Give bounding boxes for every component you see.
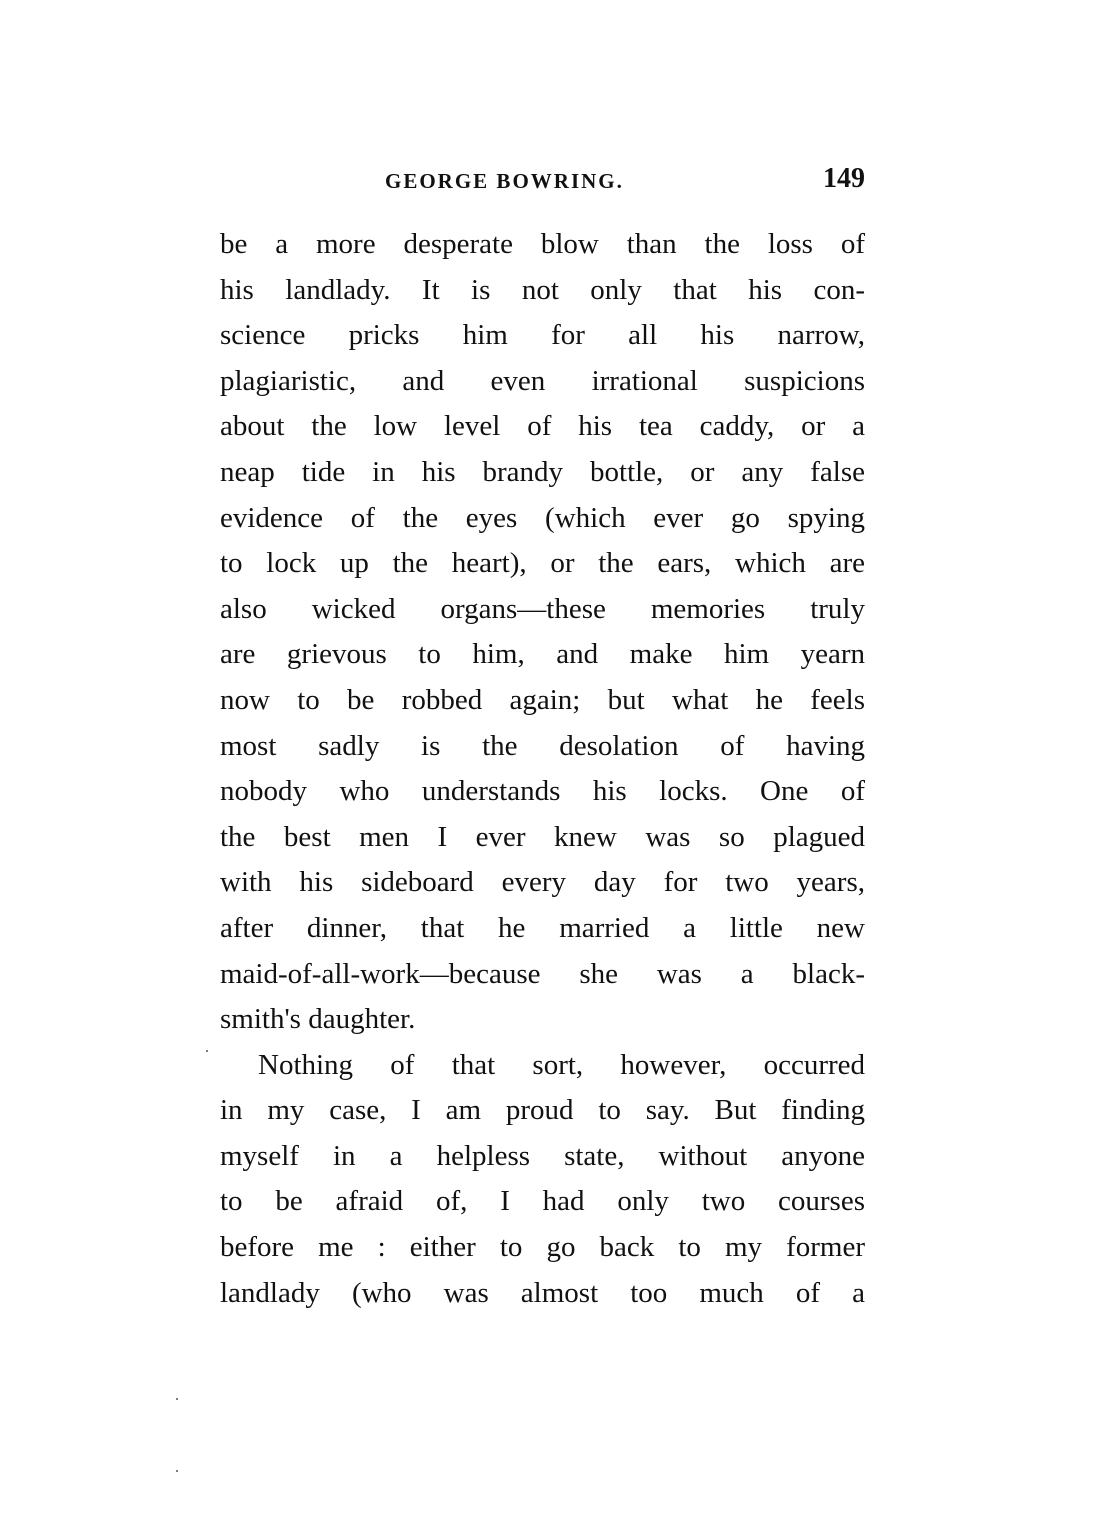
- text-line: nobody who understands his locks. One of: [220, 775, 865, 808]
- text-line: after dinner, that he married a little new: [220, 911, 865, 944]
- paragraph-2: [220, 1043, 865, 1317]
- text-line: smith's daughter.: [220, 1003, 416, 1036]
- text-line: evidence of the eyes (which ever go spying: [220, 501, 865, 534]
- scan-speck: [176, 1470, 178, 1472]
- text-line: in my case, I am proud to say. But finding: [220, 1094, 865, 1127]
- text-line: with his sideboard every day for two years,: [220, 866, 865, 899]
- text-line: now to be robbed again; but what he feels: [220, 683, 865, 716]
- running-title: GEORGE BOWRING.: [385, 169, 624, 193]
- text-line: to be afraid of, I had only two courses: [220, 1185, 865, 1218]
- text-line: before me : either to go back to my former: [220, 1231, 865, 1264]
- scan-speck: [206, 1050, 208, 1052]
- paragraph-1: [220, 222, 865, 1043]
- text-line: neap tide in his brandy bottle, or any false: [220, 455, 865, 488]
- text-line: science pricks him for all his narrow,: [220, 319, 865, 352]
- text-line: to lock up the heart), or the ears, which are: [220, 547, 865, 580]
- running-header: [220, 165, 865, 201]
- body-text: [220, 222, 865, 1316]
- page-number: 149: [823, 163, 865, 194]
- text-line: plagiaristic, and even irrational suspicions: [220, 364, 865, 397]
- text-line: myself in a helpless state, without anyone: [220, 1139, 865, 1172]
- text-line: be a more desperate blow than the loss of: [220, 228, 865, 260]
- text-line: his landlady. It is not only that his con-: [220, 273, 865, 306]
- text-line: most sadly is the desolation of having: [220, 729, 865, 762]
- text-line: maid-of-all-work—because she was a black-: [220, 957, 865, 990]
- scan-speck: [176, 1398, 178, 1400]
- text-line: Nothing of that sort, however, occurred: [258, 1048, 865, 1081]
- text-line: about the low level of his tea caddy, or a: [220, 410, 865, 443]
- text-line: are grievous to him, and make him yearn: [220, 638, 865, 671]
- text-line: landlady (who was almost too much of a: [220, 1276, 865, 1309]
- text-line: also wicked organs—these memories truly: [220, 592, 865, 625]
- text-line: the best men I ever knew was so plagued: [220, 820, 865, 853]
